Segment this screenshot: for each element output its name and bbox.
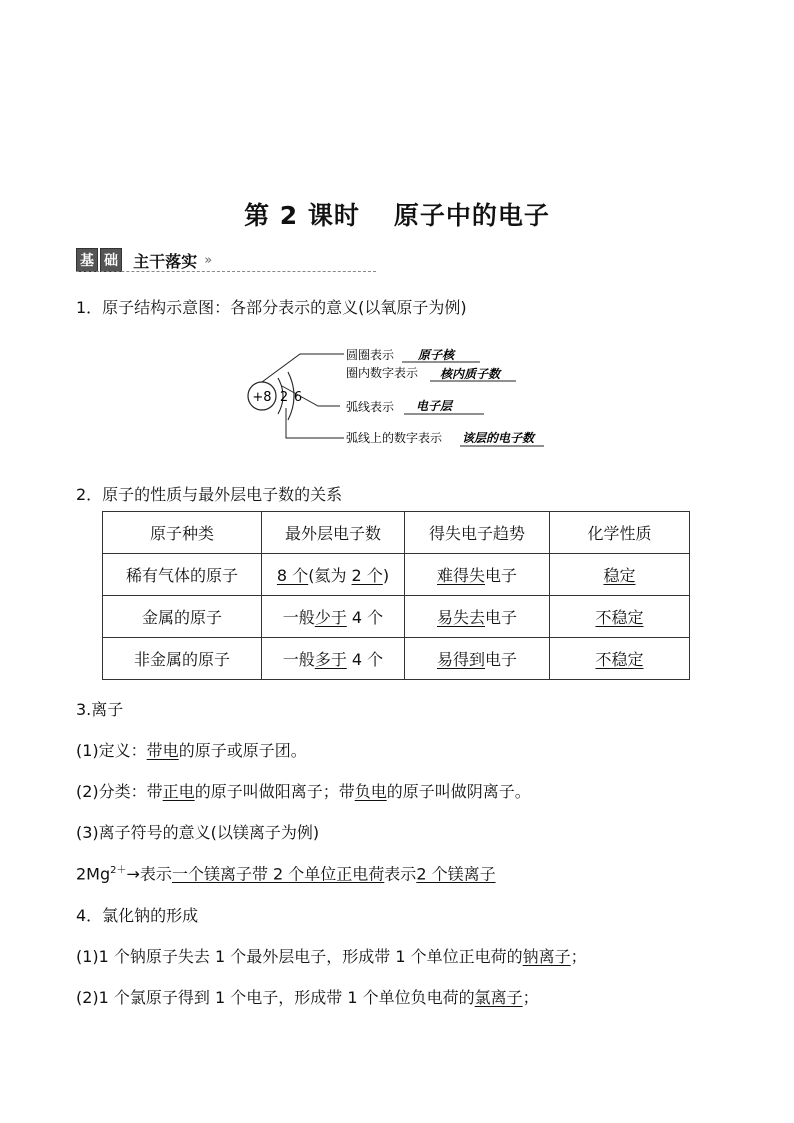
mg-answer-charge: 一个镁离子带 2 个单位正电荷 [171, 864, 385, 884]
cell-outer-text: (氦为 [308, 566, 352, 585]
q4-line1-answer: 钠离子 [522, 947, 571, 966]
q4-line1 [76, 944, 587, 967]
cell-outer-text: 一般 [282, 650, 315, 669]
q4-line2 [76, 985, 539, 1008]
atom-structure-diagram [240, 340, 560, 452]
cell-trend [405, 554, 550, 596]
cell-outer-answer: 8 个 [276, 566, 309, 585]
cell-trend-answer: 易得到 [436, 650, 485, 669]
cell-type: 非金属的原子 [103, 638, 262, 680]
section-badge-2: 础 [100, 248, 122, 272]
cell-property-answer: 稳定 [603, 566, 636, 585]
cell-property-answer: 不稳定 [595, 650, 644, 669]
q3-definition [76, 738, 307, 761]
cls-prefix: (2)分类：带 [76, 782, 163, 801]
cell-outer-answer-2: 2 个 [351, 566, 383, 585]
cell-outer-count: 4 个 [346, 650, 384, 669]
inner-label: 圈内数字表示 [346, 366, 419, 380]
title-part2: 原子中的电子 [393, 201, 550, 230]
arc-answer: 电子层 [416, 399, 453, 413]
atom-property-table [102, 511, 690, 680]
arcnum-label: 弧线上的数字表示 [346, 431, 443, 445]
section-header [76, 248, 212, 272]
nucleus-label: +8 [252, 390, 272, 405]
cls-answer-positive: 正电 [162, 782, 195, 801]
header-trend: 得失电子趋势 [405, 512, 550, 554]
cell-outer [262, 554, 405, 596]
cell-trend [405, 638, 550, 680]
arcnum-answer: 该层的电子数 [462, 431, 535, 445]
q3-mg-ion [76, 861, 496, 884]
q4-line2-text: (2)1 个氯原子得到 1 个电子，形成带 1 个单位负电荷的 [76, 988, 475, 1007]
leader-circle [262, 354, 344, 382]
mg-middle: 表示 [384, 864, 417, 884]
cls-answer-negative: 负电 [354, 782, 387, 801]
chevron-right-icon: » [204, 252, 213, 268]
section-divider [76, 271, 376, 272]
cell-outer-count: 4 个 [346, 608, 384, 627]
table-header-row [103, 512, 690, 554]
circle-answer: 原子核 [418, 348, 455, 362]
q3-classification [76, 779, 531, 802]
q4-line1-text: (1)1 个钠原子失去 1 个最外层电子，形成带 1 个单位正电荷的 [76, 947, 523, 966]
cell-outer-answer: 少于 [314, 608, 347, 627]
header-property: 化学性质 [550, 512, 690, 554]
def-answer: 带电 [146, 741, 179, 760]
table-row [103, 638, 690, 680]
inner-answer: 核内质子数 [440, 367, 501, 381]
cell-trend-answer: 易失去 [436, 608, 485, 627]
cell-outer-close: ) [382, 566, 390, 585]
mg-formula: 2Mg [76, 864, 111, 884]
table-row [103, 596, 690, 638]
def-suffix: 的原子或原子团。 [178, 741, 307, 760]
mg-arrow-text: →表示 [126, 864, 172, 884]
cell-trend-text: 电子 [485, 608, 518, 627]
cell-outer [262, 638, 405, 680]
q4-heading: 4．氯化钠的形成 [76, 906, 199, 925]
cell-property-answer: 不稳定 [595, 608, 644, 627]
q3-heading: 3.离子 [76, 700, 124, 719]
q2-text: 2．原子的性质与最外层电子数的关系 [76, 485, 343, 504]
circle-label: 圆圈表示 [346, 348, 395, 362]
shell2-count: 6 [293, 390, 303, 405]
cell-type: 金属的原子 [103, 596, 262, 638]
cell-property [550, 554, 690, 596]
q4-line2-end: ； [522, 988, 539, 1007]
mg-answer-count: 2 个镁离子 [416, 864, 496, 884]
mg-charge: 2＋ [110, 865, 127, 876]
leader-arc [279, 386, 340, 406]
header-type: 原子种类 [103, 512, 262, 554]
cell-property [550, 596, 690, 638]
leader-arcnum [286, 408, 344, 438]
cls-suffix: 的原子叫做阴离子。 [386, 782, 531, 801]
cell-outer-answer: 多于 [314, 650, 347, 669]
shell1-count: 2 [279, 390, 289, 405]
cell-trend-text: 电子 [485, 650, 518, 669]
page-title [0, 196, 794, 232]
title-part1: 第 2 课时 [244, 201, 360, 230]
cls-middle: 的原子叫做阳离子；带 [194, 782, 355, 801]
q4-line1-end: ； [570, 947, 587, 966]
header-outer: 最外层电子数 [262, 512, 405, 554]
section-badge-1: 基 [76, 248, 98, 272]
q3-symbol-meaning: (3)离子符号的意义(以镁离子为例) [76, 823, 320, 842]
cell-trend [405, 596, 550, 638]
cell-outer [262, 596, 405, 638]
cell-type: 稀有气体的原子 [103, 554, 262, 596]
section-label: 主干落实 [133, 251, 198, 271]
q1-text: 1．原子结构示意图：各部分表示的意义(以氧原子为例) [76, 298, 467, 317]
cell-trend-answer: 难得失 [436, 566, 485, 585]
def-prefix: (1)定义： [76, 741, 147, 760]
cell-trend-text: 电子 [485, 566, 518, 585]
table-row [103, 554, 690, 596]
arc-label: 弧线表示 [346, 400, 395, 414]
q4-line2-answer: 氯离子 [474, 988, 523, 1007]
cell-property [550, 638, 690, 680]
cell-outer-text: 一般 [282, 608, 315, 627]
